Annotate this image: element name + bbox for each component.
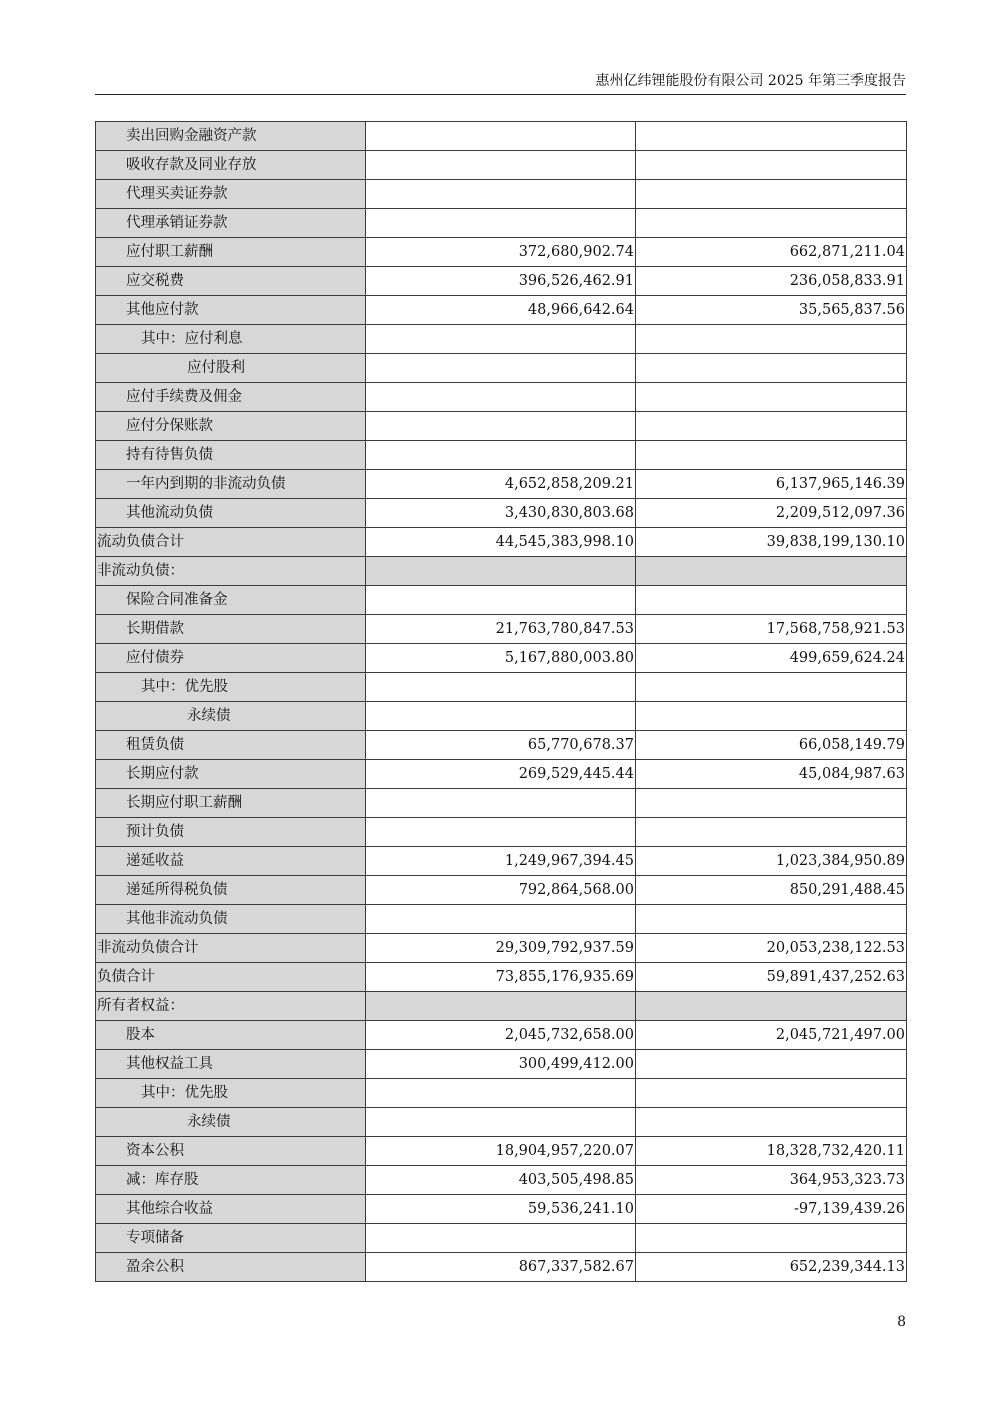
prior-period-value: 6,137,965,146.39 xyxy=(636,470,907,499)
prior-period-value: 35,565,837.56 xyxy=(636,296,907,325)
table-row xyxy=(96,151,907,180)
current-period-value: 3,430,830,803.68 xyxy=(366,499,636,528)
current-period-value: 300,499,412.00 xyxy=(366,1050,636,1079)
row-label: 租赁负债 xyxy=(96,731,366,760)
row-label: 其他综合收益 xyxy=(96,1195,366,1224)
prior-period-value: 39,838,199,130.10 xyxy=(636,528,907,557)
current-period-value xyxy=(366,441,636,470)
row-label: 持有待售负债 xyxy=(96,441,366,470)
row-label: 吸收存款及同业存放 xyxy=(96,151,366,180)
row-label: 应付股利 xyxy=(96,354,366,383)
row-label: 其他非流动负债 xyxy=(96,905,366,934)
table-row xyxy=(96,847,907,876)
balance-sheet-table xyxy=(95,121,907,1282)
row-label: 长期应付职工薪酬 xyxy=(96,789,366,818)
row-label: 长期借款 xyxy=(96,615,366,644)
table-row xyxy=(96,238,907,267)
table-row xyxy=(96,1224,907,1253)
table-row xyxy=(96,644,907,673)
current-period-value xyxy=(366,209,636,238)
current-period-value xyxy=(366,789,636,818)
current-period-value: 1,249,967,394.45 xyxy=(366,847,636,876)
table-row xyxy=(96,876,907,905)
row-label: 其中：优先股 xyxy=(96,1079,366,1108)
row-label: 所有者权益： xyxy=(96,992,366,1021)
prior-period-value: 662,871,211.04 xyxy=(636,238,907,267)
table-row xyxy=(96,557,907,586)
balance-sheet-rows xyxy=(96,122,907,1282)
current-period-value xyxy=(366,383,636,412)
row-label: 负债合计 xyxy=(96,963,366,992)
table-row xyxy=(96,296,907,325)
prior-period-value: 364,953,323.73 xyxy=(636,1166,907,1195)
row-label: 应付债券 xyxy=(96,644,366,673)
table-row xyxy=(96,673,907,702)
current-period-value: 5,167,880,003.80 xyxy=(366,644,636,673)
current-period-value: 396,526,462.91 xyxy=(366,267,636,296)
current-period-value xyxy=(366,1079,636,1108)
current-period-value xyxy=(366,1108,636,1137)
current-period-value: 73,855,176,935.69 xyxy=(366,963,636,992)
prior-period-value xyxy=(636,586,907,615)
prior-period-value: 59,891,437,252.63 xyxy=(636,963,907,992)
table-row xyxy=(96,412,907,441)
report-title: 惠州亿纬锂能股份有限公司 2025 年第三季度报告 xyxy=(595,73,906,89)
row-label: 非流动负债合计 xyxy=(96,934,366,963)
row-label: 代理买卖证券款 xyxy=(96,180,366,209)
row-label: 保险合同准备金 xyxy=(96,586,366,615)
current-period-value xyxy=(366,122,636,151)
prior-period-value: -97,139,439.26 xyxy=(636,1195,907,1224)
prior-period-value xyxy=(636,441,907,470)
row-label: 资本公积 xyxy=(96,1137,366,1166)
row-label: 其中：优先股 xyxy=(96,673,366,702)
prior-period-value: 45,084,987.63 xyxy=(636,760,907,789)
current-period-value: 792,864,568.00 xyxy=(366,876,636,905)
table-row xyxy=(96,499,907,528)
current-period-value xyxy=(366,557,636,586)
table-row xyxy=(96,1195,907,1224)
prior-period-value xyxy=(636,905,907,934)
table-row xyxy=(96,1050,907,1079)
prior-period-value: 17,568,758,921.53 xyxy=(636,615,907,644)
row-label: 股本 xyxy=(96,1021,366,1050)
table-row xyxy=(96,586,907,615)
table-row xyxy=(96,209,907,238)
prior-period-value: 236,058,833.91 xyxy=(636,267,907,296)
row-label: 非流动负债： xyxy=(96,557,366,586)
table-row xyxy=(96,1137,907,1166)
current-period-value xyxy=(366,702,636,731)
row-label: 减：库存股 xyxy=(96,1166,366,1195)
current-period-value xyxy=(366,673,636,702)
row-label: 流动负债合计 xyxy=(96,528,366,557)
current-period-value: 372,680,902.74 xyxy=(366,238,636,267)
current-period-value xyxy=(366,325,636,354)
current-period-value xyxy=(366,818,636,847)
prior-period-value: 652,239,344.13 xyxy=(636,1253,907,1282)
row-label: 长期应付款 xyxy=(96,760,366,789)
prior-period-value xyxy=(636,122,907,151)
current-period-value: 21,763,780,847.53 xyxy=(366,615,636,644)
current-period-value: 4,652,858,209.21 xyxy=(366,470,636,499)
prior-period-value xyxy=(636,209,907,238)
current-period-value: 65,770,678.37 xyxy=(366,731,636,760)
table-row xyxy=(96,528,907,557)
row-label: 代理承销证券款 xyxy=(96,209,366,238)
prior-period-value xyxy=(636,557,907,586)
prior-period-value xyxy=(636,383,907,412)
prior-period-value xyxy=(636,151,907,180)
row-label: 预计负债 xyxy=(96,818,366,847)
page-header xyxy=(95,72,906,95)
row-label: 其他权益工具 xyxy=(96,1050,366,1079)
current-period-value: 403,505,498.85 xyxy=(366,1166,636,1195)
table-row xyxy=(96,267,907,296)
current-period-value xyxy=(366,1224,636,1253)
table-row xyxy=(96,325,907,354)
current-period-value: 18,904,957,220.07 xyxy=(366,1137,636,1166)
table-row xyxy=(96,731,907,760)
prior-period-value: 2,045,721,497.00 xyxy=(636,1021,907,1050)
prior-period-value: 499,659,624.24 xyxy=(636,644,907,673)
table-row xyxy=(96,1108,907,1137)
table-row xyxy=(96,1021,907,1050)
table-row xyxy=(96,383,907,412)
row-label: 其中：应付利息 xyxy=(96,325,366,354)
prior-period-value: 18,328,732,420.11 xyxy=(636,1137,907,1166)
table-row xyxy=(96,441,907,470)
row-label: 应付分保账款 xyxy=(96,412,366,441)
row-label: 永续债 xyxy=(96,702,366,731)
row-label: 其他应付款 xyxy=(96,296,366,325)
current-period-value: 59,536,241.10 xyxy=(366,1195,636,1224)
table-row xyxy=(96,1079,907,1108)
current-period-value: 48,966,642.64 xyxy=(366,296,636,325)
prior-period-value xyxy=(636,1224,907,1253)
table-row xyxy=(96,122,907,151)
table-row xyxy=(96,963,907,992)
table-row xyxy=(96,934,907,963)
current-period-value: 269,529,445.44 xyxy=(366,760,636,789)
prior-period-value: 66,058,149.79 xyxy=(636,731,907,760)
prior-period-value xyxy=(636,1050,907,1079)
prior-period-value xyxy=(636,818,907,847)
prior-period-value xyxy=(636,702,907,731)
table-row xyxy=(96,789,907,818)
prior-period-value xyxy=(636,325,907,354)
prior-period-value xyxy=(636,1079,907,1108)
prior-period-value xyxy=(636,354,907,383)
table-row xyxy=(96,470,907,499)
prior-period-value: 2,209,512,097.36 xyxy=(636,499,907,528)
prior-period-value: 1,023,384,950.89 xyxy=(636,847,907,876)
row-label: 永续债 xyxy=(96,1108,366,1137)
table-row xyxy=(96,1166,907,1195)
table-row xyxy=(96,818,907,847)
table-row xyxy=(96,760,907,789)
prior-period-value xyxy=(636,412,907,441)
current-period-value xyxy=(366,180,636,209)
prior-period-value xyxy=(636,1108,907,1137)
row-label: 其他流动负债 xyxy=(96,499,366,528)
table-row xyxy=(96,1253,907,1282)
row-label: 应交税费 xyxy=(96,267,366,296)
current-period-value xyxy=(366,905,636,934)
row-label: 卖出回购金融资产款 xyxy=(96,122,366,151)
row-label: 一年内到期的非流动负债 xyxy=(96,470,366,499)
current-period-value xyxy=(366,354,636,383)
current-period-value: 44,545,383,998.10 xyxy=(366,528,636,557)
current-period-value xyxy=(366,992,636,1021)
current-period-value xyxy=(366,412,636,441)
row-label: 递延收益 xyxy=(96,847,366,876)
prior-period-value xyxy=(636,992,907,1021)
row-label: 应付职工薪酬 xyxy=(96,238,366,267)
current-period-value: 29,309,792,937.59 xyxy=(366,934,636,963)
prior-period-value xyxy=(636,789,907,818)
row-label: 应付手续费及佣金 xyxy=(96,383,366,412)
table-row xyxy=(96,702,907,731)
current-period-value: 867,337,582.67 xyxy=(366,1253,636,1282)
prior-period-value xyxy=(636,673,907,702)
table-row xyxy=(96,615,907,644)
row-label: 递延所得税负债 xyxy=(96,876,366,905)
table-row xyxy=(96,992,907,1021)
current-period-value xyxy=(366,151,636,180)
table-row xyxy=(96,354,907,383)
page-number: 8 xyxy=(897,1314,906,1330)
prior-period-value: 20,053,238,122.53 xyxy=(636,934,907,963)
current-period-value xyxy=(366,586,636,615)
table-row xyxy=(96,905,907,934)
current-period-value: 2,045,732,658.00 xyxy=(366,1021,636,1050)
prior-period-value: 850,291,488.45 xyxy=(636,876,907,905)
row-label: 盈余公积 xyxy=(96,1253,366,1282)
table-row xyxy=(96,180,907,209)
row-label: 专项储备 xyxy=(96,1224,366,1253)
prior-period-value xyxy=(636,180,907,209)
